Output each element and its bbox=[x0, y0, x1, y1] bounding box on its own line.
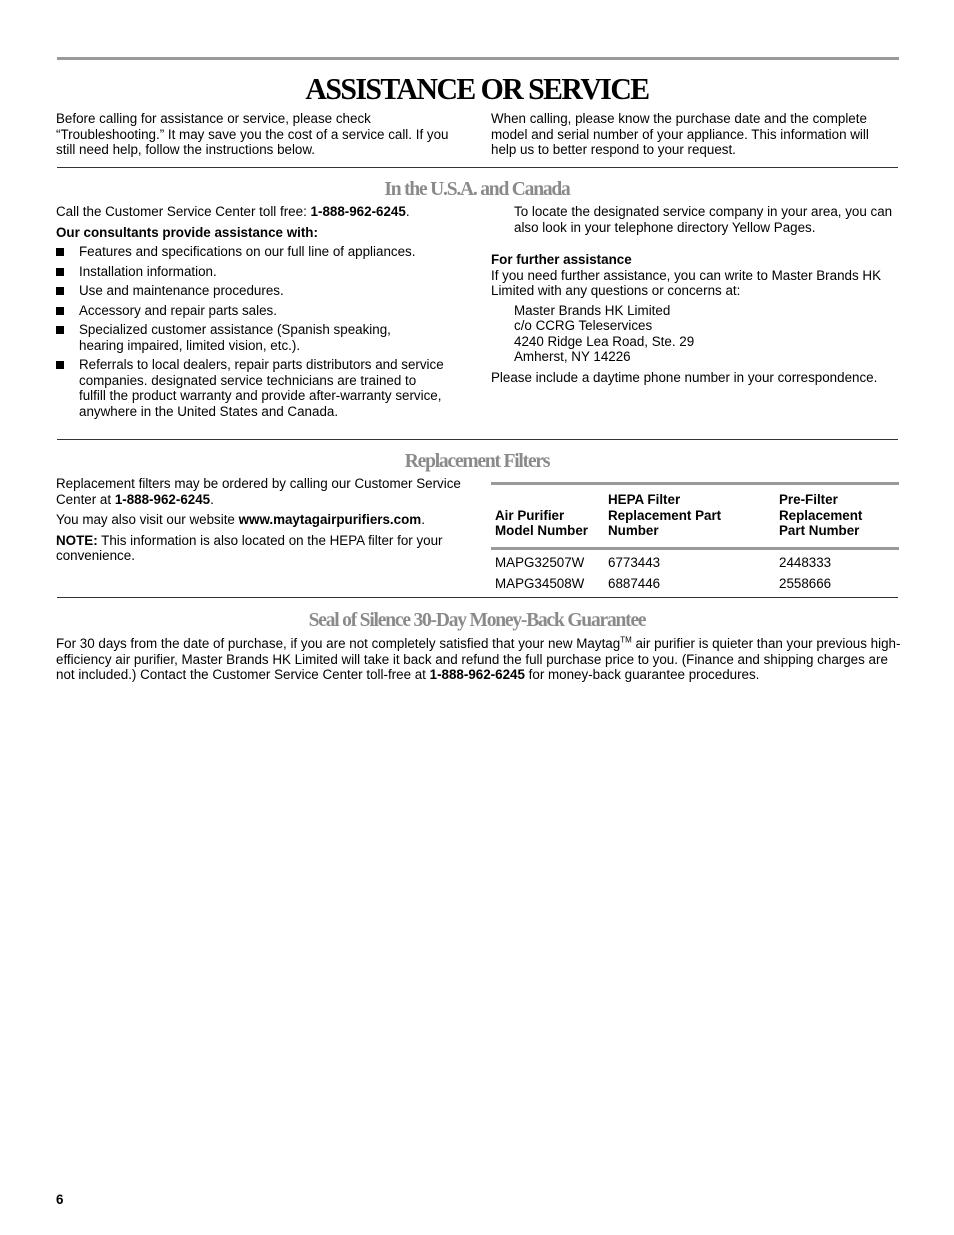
order-filters-text: Replacement filters may be ordered by calling our Customer Service Center at 1-888-962-6245. bbox=[56, 476, 461, 507]
address-line: 4240 Ridge Lea Road, Ste. 29 bbox=[514, 333, 695, 349]
further-assistance-text: If you need further assistance, you can write to Master Brands HK Limited with any questions or concerns at: bbox=[491, 267, 882, 298]
usa-right-column bbox=[491, 204, 899, 385]
page-number: 6 bbox=[56, 1192, 64, 1207]
website-text: You may also visit our website www.maytagairpurifiers.com. bbox=[56, 512, 425, 527]
filters-left-column bbox=[56, 476, 466, 564]
column-header: HEPA Filter Replacement Part Number bbox=[608, 492, 722, 538]
table-cell: 6887446 bbox=[608, 576, 661, 591]
intro-left-text: Before calling for assistance or service, please check “Troubleshooting.” It may save you the cost of a service call. If you still need help, follow the instructions below. bbox=[56, 111, 449, 157]
bullet-icon bbox=[56, 326, 64, 334]
section-divider bbox=[57, 439, 898, 440]
bullet-icon bbox=[56, 268, 64, 276]
list-item: Features and specifications on our full line of appliances. bbox=[56, 244, 456, 260]
table-row bbox=[491, 548, 899, 576]
list-item: Installation information. bbox=[56, 264, 456, 280]
filter-parts-table bbox=[491, 485, 899, 592]
address-line: c/o CCRG Teleservices bbox=[514, 318, 653, 333]
consultants-heading: Our consultants provide assistance with: bbox=[56, 224, 318, 240]
section-divider bbox=[57, 167, 898, 168]
intro-right-text: When calling, please know the purchase date and the complete model and serial number of your appliance. This information will help us to better respond to your request. bbox=[491, 111, 869, 157]
locate-service-text: To locate the designated service company in your area, you can also look in your telephone directory Yellow Pages. bbox=[514, 204, 893, 235]
assistance-list bbox=[56, 244, 456, 419]
column-header: Air Purifier Model Number bbox=[495, 507, 588, 538]
phone-number: 1-888-962-6245 bbox=[310, 204, 406, 219]
mailing-address bbox=[491, 303, 899, 365]
table-header-row bbox=[491, 485, 899, 548]
phone-number: 1-888-962-6245 bbox=[114, 491, 211, 507]
daytime-phone-note: Please include a daytime phone number in your correspondence. bbox=[491, 369, 878, 385]
list-item: Use and maintenance procedures. bbox=[56, 283, 456, 299]
list-item: Accessory and repair parts sales. bbox=[56, 303, 456, 319]
address-line: Master Brands HK Limited bbox=[514, 302, 671, 318]
filter-note: NOTE: This information is also located on the HEPA filter for your convenience. bbox=[56, 532, 443, 563]
bullet-icon bbox=[56, 307, 64, 315]
table-row bbox=[491, 576, 899, 592]
guarantee-text: For 30 days from the date of purchase, if you are not completely satisfied that your new Maytag™ air purifier is quieter than your previous high-efficiency air purifier, Master Brands HK Limited will take it back and refund the full purchase price to you. (Finance and shipping charges are not included.) Contact the Customer Service Center toll-free at 1-888-962-6245 for money-back guarantee procedures. bbox=[56, 635, 901, 682]
usa-canada-heading: In the U.S.A. and Canada bbox=[384, 179, 570, 200]
table-cell: 6773443 bbox=[608, 554, 661, 570]
column-header: Pre-Filter Replacement Part Number bbox=[779, 492, 863, 538]
filter-parts-table-wrap bbox=[491, 482, 899, 592]
bullet-icon bbox=[56, 361, 64, 369]
replacement-filters-heading: Replacement Filters bbox=[404, 451, 550, 472]
list-item: Referrals to local dealers, repair parts distributors and service companies. designated service technicians are trained to fulfill the product warranty and provide after-warranty service, anywhere in the United States and Canada. bbox=[56, 357, 456, 419]
phone-number: 1-888-962-6245 bbox=[429, 667, 525, 682]
call-service-text: Call the Customer Service Center toll free: 1-888-962-6245. bbox=[56, 204, 410, 219]
table-cell: MAPG34508W bbox=[495, 576, 585, 591]
section-divider bbox=[57, 597, 898, 598]
bullet-icon bbox=[56, 287, 64, 295]
list-item: Specialized customer assistance (Spanish speaking, hearing impaired, limited vision, etc.). bbox=[56, 322, 456, 353]
guarantee-heading: Seal of Silence 30-Day Money-Back Guarantee bbox=[308, 610, 646, 631]
bullet-icon bbox=[56, 248, 64, 256]
website-url: www.maytagairpurifiers.com bbox=[238, 512, 422, 527]
top-divider bbox=[57, 57, 899, 60]
further-assistance-heading: For further assistance bbox=[491, 252, 632, 267]
address-line: Amherst, NY 14226 bbox=[514, 349, 631, 364]
table-cell: MAPG32507W bbox=[495, 554, 585, 570]
trademark-symbol: TM bbox=[620, 635, 632, 645]
table-cell: 2558666 bbox=[779, 576, 832, 591]
page-title: ASSISTANCE OR SERVICE bbox=[305, 71, 649, 106]
usa-left-column bbox=[56, 204, 456, 423]
table-cell: 2448333 bbox=[779, 554, 832, 570]
